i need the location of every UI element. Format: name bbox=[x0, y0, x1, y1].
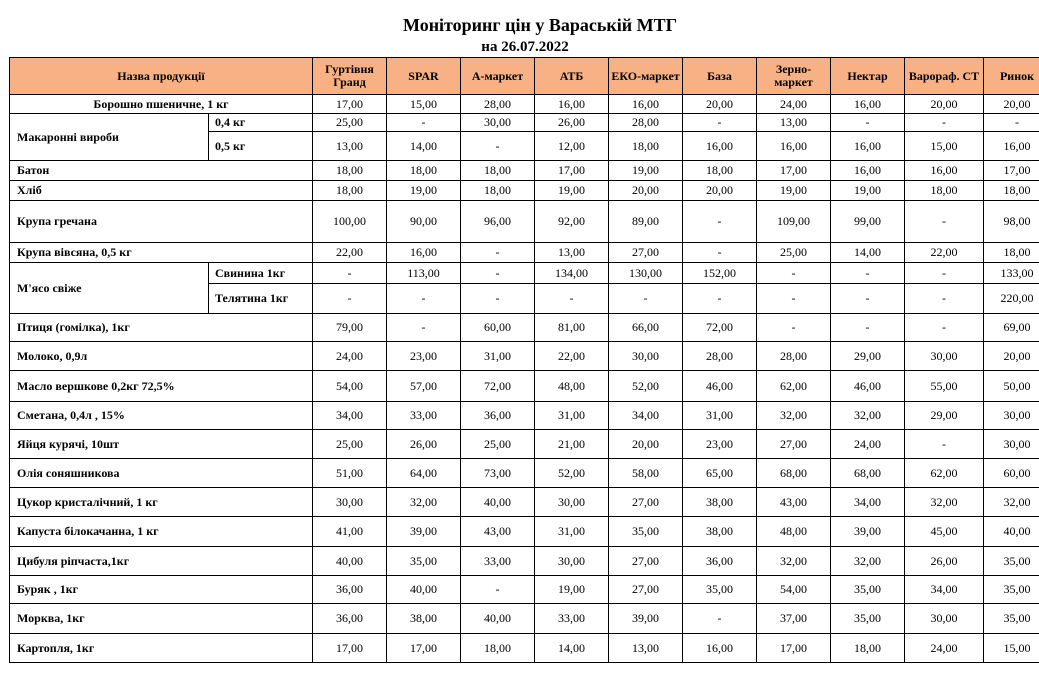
price-cell: 13,00 bbox=[609, 634, 683, 663]
price-cell: 62,00 bbox=[757, 371, 831, 402]
price-cell: 18,00 bbox=[313, 181, 387, 201]
price-cell: 25,00 bbox=[461, 430, 535, 459]
price-cell: - bbox=[313, 263, 387, 284]
header-product-name: Назва продукції bbox=[10, 58, 313, 95]
table-row bbox=[10, 314, 1039, 342]
product-variant: 0,5 кг bbox=[209, 132, 313, 161]
table-row bbox=[10, 517, 1039, 547]
price-cell: - bbox=[905, 263, 984, 284]
price-cell: 28,00 bbox=[461, 95, 535, 114]
price-cell: 15,00 bbox=[387, 95, 461, 114]
table-row bbox=[10, 371, 1039, 402]
product-name: Крупа гречана bbox=[10, 201, 313, 243]
price-cell: 12,00 bbox=[535, 132, 609, 161]
table-row bbox=[10, 488, 1039, 517]
price-cell: 18,00 bbox=[313, 161, 387, 181]
price-cell: 38,00 bbox=[387, 604, 461, 634]
header-store: Гуртівня Гранд bbox=[313, 58, 387, 95]
product-name: Цукор кристалічний, 1 кг bbox=[10, 488, 313, 517]
product-name: Цибуля ріпчаста,1кг bbox=[10, 547, 313, 576]
price-cell: - bbox=[683, 114, 757, 132]
price-cell: 46,00 bbox=[683, 371, 757, 402]
page-title: Моніторинг цін у Вараській МТГ bbox=[402, 15, 678, 35]
product-name: Борошно пшеничне, 1 кг bbox=[10, 95, 313, 114]
price-cell: 20,00 bbox=[683, 181, 757, 201]
price-cell: 51,00 bbox=[313, 459, 387, 488]
price-cell: - bbox=[461, 132, 535, 161]
header-row bbox=[10, 58, 1039, 95]
price-cell: 28,00 bbox=[757, 342, 831, 371]
price-cell: 14,00 bbox=[535, 634, 609, 663]
product-name: Батон bbox=[10, 161, 313, 181]
price-table bbox=[9, 57, 1039, 663]
price-cell: 52,00 bbox=[609, 371, 683, 402]
price-cell: 72,00 bbox=[461, 371, 535, 402]
price-cell: 24,00 bbox=[905, 634, 984, 663]
header-store: А-маркет bbox=[461, 58, 535, 95]
price-cell: - bbox=[683, 604, 757, 634]
price-cell: 16,00 bbox=[683, 132, 757, 161]
price-cell: 28,00 bbox=[609, 114, 683, 132]
price-cell: 54,00 bbox=[757, 576, 831, 604]
header-store: SPAR bbox=[387, 58, 461, 95]
table-row bbox=[10, 161, 1039, 181]
price-cell: 17,00 bbox=[984, 161, 1039, 181]
price-cell: 40,00 bbox=[461, 604, 535, 634]
price-cell: 16,00 bbox=[831, 161, 905, 181]
price-cell: 27,00 bbox=[609, 243, 683, 263]
price-cell: 16,00 bbox=[757, 132, 831, 161]
price-cell: 92,00 bbox=[535, 201, 609, 243]
price-cell: 31,00 bbox=[535, 402, 609, 430]
price-cell: 34,00 bbox=[609, 402, 683, 430]
price-cell: 60,00 bbox=[461, 314, 535, 342]
price-cell: 24,00 bbox=[757, 95, 831, 114]
price-cell: 20,00 bbox=[984, 95, 1039, 114]
price-cell: 32,00 bbox=[831, 547, 905, 576]
table-row bbox=[10, 459, 1039, 488]
price-cell: 30,00 bbox=[905, 342, 984, 371]
header-store: Варораф. СТ bbox=[905, 58, 984, 95]
price-cell: 30,00 bbox=[984, 402, 1039, 430]
price-cell: 13,00 bbox=[757, 114, 831, 132]
price-cell: 113,00 bbox=[387, 263, 461, 284]
price-cell: - bbox=[757, 314, 831, 342]
product-name: Сметана, 0,4л , 15% bbox=[10, 402, 313, 430]
price-cell: 40,00 bbox=[387, 576, 461, 604]
price-cell: 34,00 bbox=[905, 576, 984, 604]
price-cell: 79,00 bbox=[313, 314, 387, 342]
price-cell: 24,00 bbox=[831, 430, 905, 459]
price-cell: 40,00 bbox=[984, 517, 1039, 547]
price-cell: 36,00 bbox=[313, 576, 387, 604]
price-cell: - bbox=[984, 114, 1039, 132]
price-cell: 13,00 bbox=[535, 243, 609, 263]
price-cell: 39,00 bbox=[609, 604, 683, 634]
product-name: Морква, 1кг bbox=[10, 604, 313, 634]
price-cell: 26,00 bbox=[387, 430, 461, 459]
price-cell: 25,00 bbox=[313, 114, 387, 132]
price-cell: 23,00 bbox=[387, 342, 461, 371]
price-cell: - bbox=[831, 314, 905, 342]
price-cell: 27,00 bbox=[609, 488, 683, 517]
price-cell: 45,00 bbox=[905, 517, 984, 547]
price-cell: 18,00 bbox=[387, 161, 461, 181]
product-name: Крупа вівсяна, 0,5 кг bbox=[10, 243, 313, 263]
price-cell: 64,00 bbox=[387, 459, 461, 488]
price-cell: 16,00 bbox=[984, 132, 1039, 161]
price-cell: 133,00 bbox=[984, 263, 1039, 284]
price-cell: - bbox=[905, 314, 984, 342]
table-row bbox=[10, 430, 1039, 459]
price-cell: 16,00 bbox=[535, 95, 609, 114]
price-cell: 27,00 bbox=[757, 430, 831, 459]
price-cell: 30,00 bbox=[535, 547, 609, 576]
price-cell: 30,00 bbox=[609, 342, 683, 371]
product-name: Картопля, 1кг bbox=[10, 634, 313, 663]
price-cell: 16,00 bbox=[831, 95, 905, 114]
product-name: М'ясо свіже bbox=[10, 263, 209, 314]
product-name: Буряк , 1кг bbox=[10, 576, 313, 604]
price-cell: - bbox=[609, 284, 683, 314]
price-cell: 38,00 bbox=[683, 517, 757, 547]
price-cell: 15,00 bbox=[905, 132, 984, 161]
table-row bbox=[10, 604, 1039, 634]
price-cell: 18,00 bbox=[905, 181, 984, 201]
price-cell: 18,00 bbox=[461, 181, 535, 201]
price-cell: 36,00 bbox=[313, 604, 387, 634]
price-cell: 26,00 bbox=[905, 547, 984, 576]
price-cell: 27,00 bbox=[609, 576, 683, 604]
table-row bbox=[10, 114, 1039, 132]
price-cell: 30,00 bbox=[905, 604, 984, 634]
price-cell: - bbox=[461, 263, 535, 284]
price-cell: 19,00 bbox=[609, 161, 683, 181]
header-store: АТБ bbox=[535, 58, 609, 95]
price-cell: 30,00 bbox=[984, 430, 1039, 459]
header-store: ЕКО-маркет bbox=[609, 58, 683, 95]
price-cell: 13,00 bbox=[313, 132, 387, 161]
price-cell: 62,00 bbox=[905, 459, 984, 488]
price-cell: 52,00 bbox=[535, 459, 609, 488]
price-cell: 17,00 bbox=[757, 161, 831, 181]
price-cell: 220,00 bbox=[984, 284, 1039, 314]
price-cell: 73,00 bbox=[461, 459, 535, 488]
price-cell: 28,00 bbox=[683, 342, 757, 371]
price-cell: - bbox=[905, 114, 984, 132]
price-cell: 18,00 bbox=[984, 181, 1039, 201]
price-cell: 30,00 bbox=[313, 488, 387, 517]
price-cell: - bbox=[313, 284, 387, 314]
price-cell: 35,00 bbox=[984, 604, 1039, 634]
table-row bbox=[10, 243, 1039, 263]
price-cell: 130,00 bbox=[609, 263, 683, 284]
price-cell: 18,00 bbox=[609, 132, 683, 161]
header-store: База bbox=[683, 58, 757, 95]
product-variant: Телятина 1кг bbox=[209, 284, 313, 314]
table-row bbox=[10, 201, 1039, 243]
price-cell: 34,00 bbox=[313, 402, 387, 430]
price-cell: 152,00 bbox=[683, 263, 757, 284]
price-cell: - bbox=[461, 284, 535, 314]
price-cell: 39,00 bbox=[831, 517, 905, 547]
table-row bbox=[10, 576, 1039, 604]
price-cell: 19,00 bbox=[535, 576, 609, 604]
price-cell: - bbox=[683, 243, 757, 263]
price-cell: 55,00 bbox=[905, 371, 984, 402]
price-cell: 32,00 bbox=[387, 488, 461, 517]
price-cell: 18,00 bbox=[683, 161, 757, 181]
price-cell: 81,00 bbox=[535, 314, 609, 342]
price-cell: 68,00 bbox=[831, 459, 905, 488]
table-body bbox=[10, 95, 1039, 663]
price-cell: 17,00 bbox=[387, 634, 461, 663]
price-cell: 36,00 bbox=[461, 402, 535, 430]
price-cell: - bbox=[905, 284, 984, 314]
price-cell: 20,00 bbox=[984, 342, 1039, 371]
price-cell: 30,00 bbox=[535, 488, 609, 517]
table-row bbox=[10, 634, 1039, 663]
price-cell: 99,00 bbox=[831, 201, 905, 243]
price-cell: 16,00 bbox=[387, 243, 461, 263]
price-cell: - bbox=[387, 284, 461, 314]
price-cell: 29,00 bbox=[831, 342, 905, 371]
price-cell: 16,00 bbox=[905, 161, 984, 181]
table-row bbox=[10, 402, 1039, 430]
product-variant: 0,4 кг bbox=[209, 114, 313, 132]
price-cell: 38,00 bbox=[683, 488, 757, 517]
price-cell: 32,00 bbox=[757, 547, 831, 576]
table-row bbox=[10, 342, 1039, 371]
price-cell: - bbox=[757, 263, 831, 284]
price-cell: 98,00 bbox=[984, 201, 1039, 243]
price-cell: 96,00 bbox=[461, 201, 535, 243]
price-cell: 34,00 bbox=[831, 488, 905, 517]
price-cell: 29,00 bbox=[905, 402, 984, 430]
price-cell: 57,00 bbox=[387, 371, 461, 402]
price-cell: - bbox=[831, 263, 905, 284]
price-cell: - bbox=[831, 284, 905, 314]
price-cell: 35,00 bbox=[831, 576, 905, 604]
price-cell: 35,00 bbox=[609, 517, 683, 547]
product-name: Масло вершкове 0,2кг 72,5% bbox=[10, 371, 313, 402]
price-cell: 19,00 bbox=[757, 181, 831, 201]
price-cell: 15,00 bbox=[984, 634, 1039, 663]
product-name: Капуста білокачанна, 1 кг bbox=[10, 517, 313, 547]
price-cell: 35,00 bbox=[387, 547, 461, 576]
price-cell: 134,00 bbox=[535, 263, 609, 284]
price-cell: 40,00 bbox=[313, 547, 387, 576]
price-cell: 35,00 bbox=[984, 547, 1039, 576]
price-cell: 54,00 bbox=[313, 371, 387, 402]
price-cell: 109,00 bbox=[757, 201, 831, 243]
price-cell: 16,00 bbox=[683, 634, 757, 663]
price-cell: 32,00 bbox=[831, 402, 905, 430]
price-cell: 14,00 bbox=[831, 243, 905, 263]
price-cell: 48,00 bbox=[535, 371, 609, 402]
price-cell: - bbox=[905, 201, 984, 243]
price-cell: - bbox=[535, 284, 609, 314]
price-cell: 14,00 bbox=[387, 132, 461, 161]
price-cell: 60,00 bbox=[984, 459, 1039, 488]
price-cell: 48,00 bbox=[757, 517, 831, 547]
price-cell: 66,00 bbox=[609, 314, 683, 342]
product-name: Птиця (гомілка), 1кг bbox=[10, 314, 313, 342]
price-cell: 20,00 bbox=[905, 95, 984, 114]
price-cell: 17,00 bbox=[313, 634, 387, 663]
price-cell: 33,00 bbox=[387, 402, 461, 430]
price-cell: - bbox=[683, 201, 757, 243]
price-cell: 43,00 bbox=[757, 488, 831, 517]
price-cell: - bbox=[461, 243, 535, 263]
price-cell: 32,00 bbox=[905, 488, 984, 517]
price-cell: 72,00 bbox=[683, 314, 757, 342]
price-cell: - bbox=[683, 284, 757, 314]
price-cell: 35,00 bbox=[984, 576, 1039, 604]
price-cell: 89,00 bbox=[609, 201, 683, 243]
price-cell: 37,00 bbox=[757, 604, 831, 634]
price-cell: 40,00 bbox=[461, 488, 535, 517]
price-cell: 33,00 bbox=[461, 547, 535, 576]
table-row bbox=[10, 547, 1039, 576]
price-cell: 30,00 bbox=[461, 114, 535, 132]
price-cell: 20,00 bbox=[609, 181, 683, 201]
product-name: Макаронні вироби bbox=[10, 114, 209, 161]
price-cell: 100,00 bbox=[313, 201, 387, 243]
price-cell: 16,00 bbox=[831, 132, 905, 161]
price-cell: 23,00 bbox=[683, 430, 757, 459]
price-cell: 31,00 bbox=[461, 342, 535, 371]
product-name: Яйця курячі, 10шт bbox=[10, 430, 313, 459]
header-store: Нектар bbox=[831, 58, 905, 95]
price-cell: 50,00 bbox=[984, 371, 1039, 402]
header-store: Зерно-маркет bbox=[757, 58, 831, 95]
price-cell: 19,00 bbox=[831, 181, 905, 201]
product-name: Олія соняшникова bbox=[10, 459, 313, 488]
price-cell: 20,00 bbox=[609, 430, 683, 459]
price-cell: 19,00 bbox=[387, 181, 461, 201]
table-row bbox=[10, 263, 1039, 284]
price-cell: 24,00 bbox=[313, 342, 387, 371]
price-cell: 17,00 bbox=[757, 634, 831, 663]
price-cell: 33,00 bbox=[535, 604, 609, 634]
price-cell: 58,00 bbox=[609, 459, 683, 488]
price-cell: - bbox=[387, 314, 461, 342]
price-cell: 20,00 bbox=[683, 95, 757, 114]
price-cell: 18,00 bbox=[461, 634, 535, 663]
price-cell: 22,00 bbox=[535, 342, 609, 371]
price-cell: 90,00 bbox=[387, 201, 461, 243]
price-cell: 68,00 bbox=[757, 459, 831, 488]
price-cell: 32,00 bbox=[984, 488, 1039, 517]
price-cell: 18,00 bbox=[461, 161, 535, 181]
price-cell: 32,00 bbox=[757, 402, 831, 430]
price-cell: 43,00 bbox=[461, 517, 535, 547]
price-cell: 17,00 bbox=[535, 161, 609, 181]
header-store: Ринок bbox=[984, 58, 1039, 95]
table-row bbox=[10, 95, 1039, 114]
price-cell: 22,00 bbox=[905, 243, 984, 263]
price-cell: 25,00 bbox=[757, 243, 831, 263]
price-cell: 18,00 bbox=[984, 243, 1039, 263]
product-name: Хліб bbox=[10, 181, 313, 201]
price-cell: - bbox=[757, 284, 831, 314]
price-cell: - bbox=[461, 576, 535, 604]
price-cell: 31,00 bbox=[535, 517, 609, 547]
price-cell: 69,00 bbox=[984, 314, 1039, 342]
price-cell: 41,00 bbox=[313, 517, 387, 547]
price-cell: 25,00 bbox=[313, 430, 387, 459]
price-cell: 35,00 bbox=[831, 604, 905, 634]
price-cell: 21,00 bbox=[535, 430, 609, 459]
price-cell: 39,00 bbox=[387, 517, 461, 547]
price-cell: 19,00 bbox=[535, 181, 609, 201]
table-row bbox=[10, 181, 1039, 201]
price-cell: 16,00 bbox=[609, 95, 683, 114]
price-cell: - bbox=[831, 114, 905, 132]
price-cell: 36,00 bbox=[683, 547, 757, 576]
price-cell: - bbox=[387, 114, 461, 132]
price-cell: 35,00 bbox=[683, 576, 757, 604]
price-cell: 18,00 bbox=[831, 634, 905, 663]
price-cell: 31,00 bbox=[683, 402, 757, 430]
price-cell: 26,00 bbox=[535, 114, 609, 132]
product-variant: Свинина 1кг bbox=[209, 263, 313, 284]
price-cell: 65,00 bbox=[683, 459, 757, 488]
report-date: на 26.07.2022 bbox=[481, 39, 569, 55]
price-cell: 46,00 bbox=[831, 371, 905, 402]
product-name: Молоко, 0,9л bbox=[10, 342, 313, 371]
price-cell: 17,00 bbox=[313, 95, 387, 114]
price-cell: - bbox=[905, 430, 984, 459]
price-cell: 27,00 bbox=[609, 547, 683, 576]
price-cell: 22,00 bbox=[313, 243, 387, 263]
